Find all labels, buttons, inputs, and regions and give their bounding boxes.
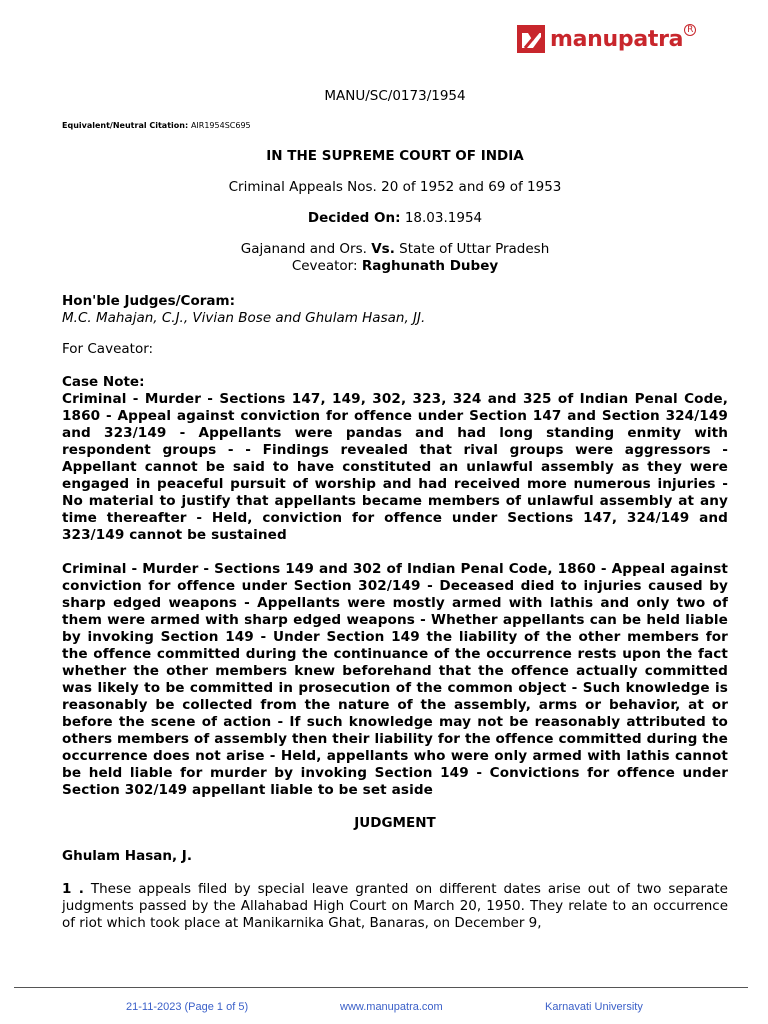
judges-label: Hon'ble Judges/Coram: [62,293,235,309]
footer-site-link[interactable]: www.manupatra.com [340,1001,443,1013]
footer-divider [14,987,748,988]
parties [62,241,728,258]
citation: MANU/SC/0173/1954 [324,88,466,104]
author-judge: Ghulam Hasan, J. [62,848,192,864]
for-caveator: For Caveator: [62,341,154,357]
caveator-label: Ceveator: [291,258,358,274]
case-note-paragraph-2: Criminal - Murder - Sections 149 and 302 of Indian Penal Code, 1860 - Appeal against conviction for offence under Section 302/149 - Deceased died to injuries caused by sharp edged weapons - Appellants were mostly armed with lathis and only two of them were armed with sharp edged weapons - Whether appellants can be held liable by invoking Section 149 - Under Section 149 the liability of the other members for the offence committed during the continuance of the occurrence rests upon the fact whether the other members knew beforehand that the offence actually committed was likely to be committed in prosecution of the common object - Such knowledge is reasonably be collected from the nature of the assembly, arms or behavior, at or before the scene of action - If such knowledge may not be reasonably attributed to others members of assembly then their liability for the offence committed during the occurrence does not arise - Held, appellants who were only armed with lathis cannot be held liable for murder by invoking Section 149 - Convictions for offence under Section 302/149 appellant liable to be set aside [62,561,728,798]
case-note-label: Case Note: [62,374,145,390]
appellant: Gajanand and Ors. [240,241,367,257]
equivalent-citation-label: Equivalent/Neutral Citation: [62,121,189,130]
document-body [62,88,728,932]
equivalent-citation [62,121,728,130]
judgment-heading: JUDGMENT [354,815,436,831]
versus: Vs. [371,241,395,257]
footer-licensee: Karnavati University [545,1001,643,1013]
registered-mark: R [684,24,696,36]
appeal-numbers: Criminal Appeals Nos. 20 of 1952 and 69 of 1953 [228,179,562,195]
case-note-paragraph-1: Criminal - Murder - Sections 147, 149, 302, 323, 324 and 325 of Indian Penal Code, 1860 - Appeal against conviction for offence under Section 147 and Section 324/149 and 323/149 - Appellants were pandas and had long standing enmity with respondent groups - - Findings revealed that rival groups were aggressors - Appellant cannot be said to have constituted an unlawful assembly as they were engaged in peaceful pursuit of worship and had received more numerous injuries - No material to justify that appellants became members of unlawful assembly at any time thereafter - Held, conviction for offence under Sections 147, 324/149 and 323/149 cannot be sustained [62,391,728,543]
equivalent-citation-value: AIR1954SC695 [190,121,251,130]
brand-name: manupatra [550,26,684,52]
caveator [62,258,728,275]
manupatra-logo-icon [516,24,546,54]
caveator-value: Raghunath Dubey [361,258,499,274]
manupatra-logo[interactable] [516,22,696,56]
paragraph-text: These appeals filed by special leave granted on different dates arise out of two separate judgments passed by the Allahabad High Court on March 20, 1950. They relate to an occurrence of riot which took place at Manikarnika Ghat, Banaras, on December 9, [62,881,728,931]
court-name: IN THE SUPREME COURT OF INDIA [266,148,524,164]
decided-on-value: 18.03.1954 [404,210,483,226]
respondent: State of Uttar Pradesh [399,241,550,257]
paragraph-number: 1 . [62,881,84,897]
judges-value: M.C. Mahajan, C.J., Vivian Bose and Ghulam Hasan, JJ. [62,310,426,326]
paragraph-1 [62,881,728,932]
decided-on-label: Decided On: [307,210,401,226]
decided-on [62,210,728,227]
footer-date-page: 21-11-2023 (Page 1 of 5) [126,1001,249,1013]
